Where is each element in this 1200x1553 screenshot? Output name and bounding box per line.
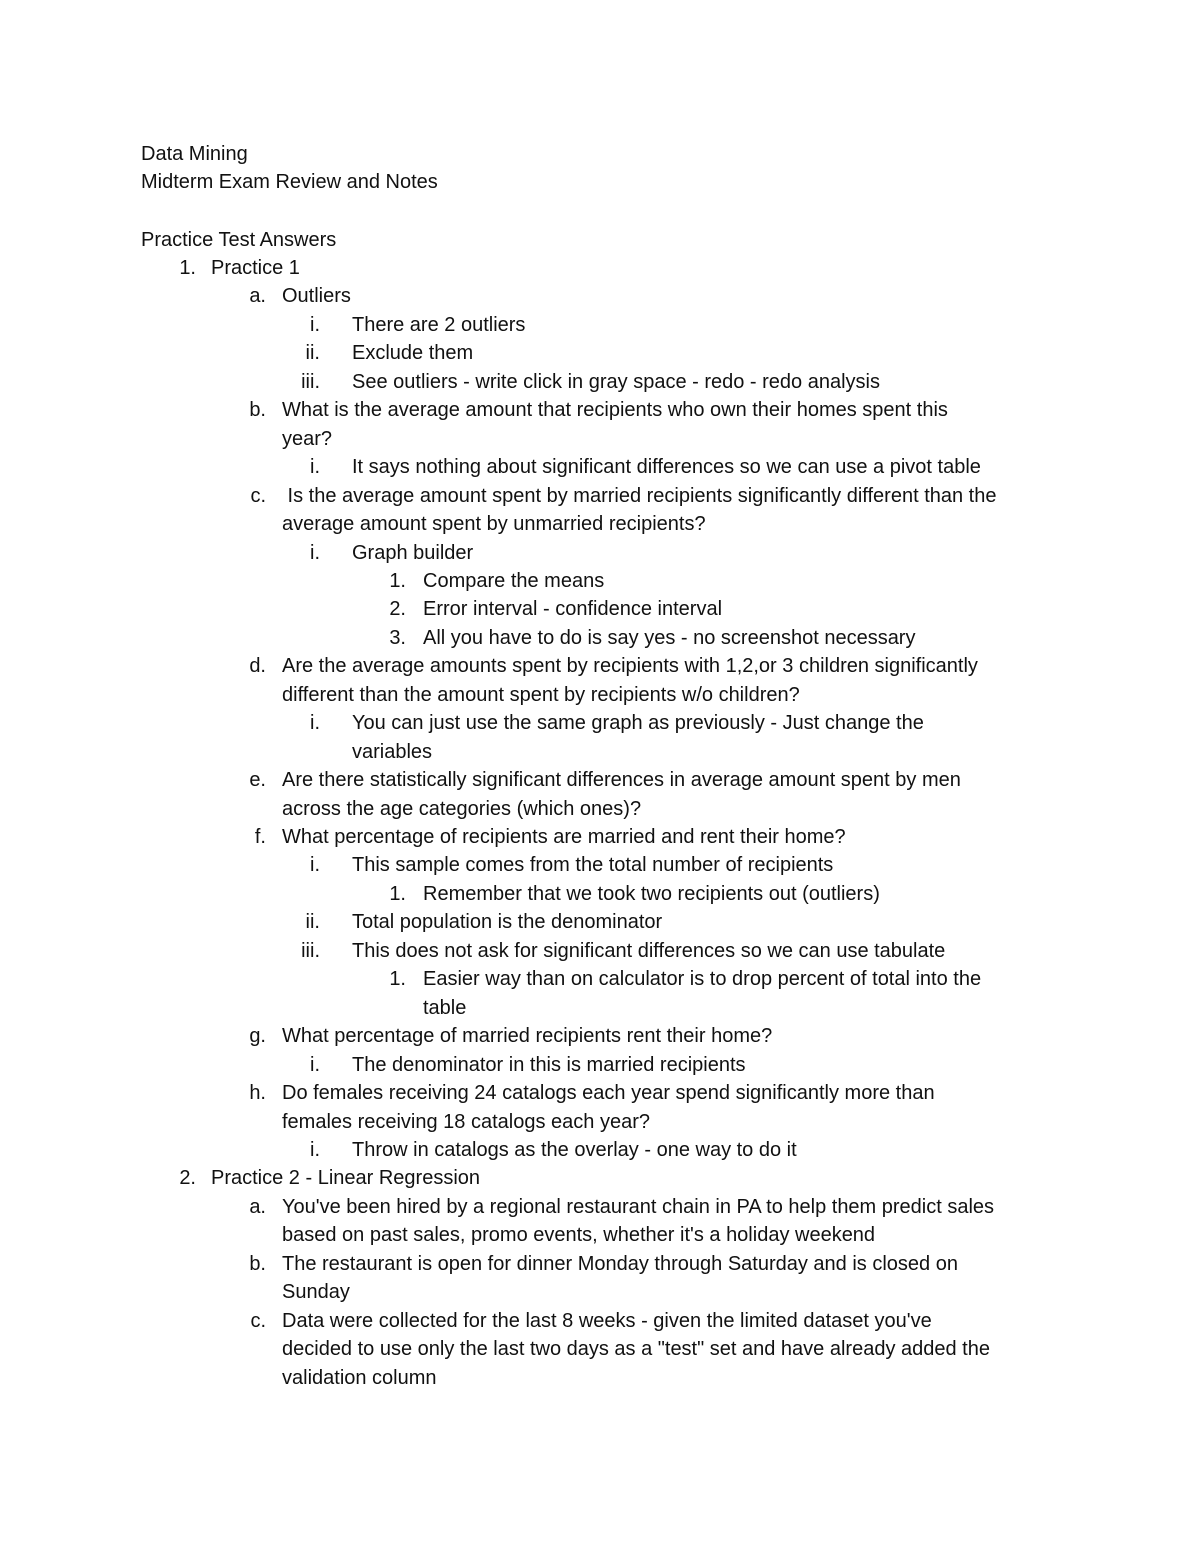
list-item-text: There are 2 outliers [352,313,526,336]
list-item [0,795,1200,823]
list-item [0,908,1200,936]
list-item-text: table [423,996,467,1019]
list-item-text: What is the average amount that recipients who own their homes spent this [282,399,948,422]
list-item [0,937,1200,965]
list-item-text: validation column [282,1366,437,1389]
list-item [0,1250,1200,1278]
list-item-text: You've been hired by a regional restaurant chain in PA to help them predict sales [282,1195,995,1218]
list-item [0,624,1200,652]
list-item [0,425,1200,453]
list-item-text: Exclude them [352,342,474,365]
list-item [0,482,1200,510]
list-marker: 3. [389,626,406,649]
list-marker: iii. [301,370,320,393]
list-item-text: Graph builder [352,541,474,564]
list-item-text: Sunday [282,1281,350,1304]
list-marker: i. [310,1138,320,1161]
list-marker: i. [310,1053,320,1076]
list-marker: i. [310,456,320,479]
list-item-text: The restaurant is open for dinner Monday through Saturday and is closed on [282,1252,958,1275]
list-item-text: average amount spent by unmarried recipients? [282,513,706,536]
list-item-text: Do females receiving 24 catalogs each year spend significantly more than [282,1082,935,1105]
list-item-text: Practice 2 - Linear Regression [211,1167,481,1190]
list-item-text: This sample comes from the total number of recipients [352,854,834,877]
list-item-text: Are there statistically significant differences in average amount spent by men [282,769,961,792]
list-marker: i. [310,712,320,735]
list-marker: 1. [389,968,406,991]
list-item [0,652,1200,680]
list-marker: i. [310,313,320,336]
list-marker: e. [249,769,266,792]
list-marker: c. [250,1309,266,1332]
list-item [0,595,1200,623]
list-marker: f. [254,826,266,848]
list-marker: b. [249,1252,266,1275]
list-item-text: The denominator in this is married recipients [352,1053,746,1076]
document-title: Data Mining [141,143,248,165]
list-item [0,1307,1200,1335]
list-item [0,368,1200,396]
list-marker: 1. [179,257,196,279]
list-item [0,1108,1200,1136]
list-marker: i. [310,854,320,877]
list-item-text: What percentage of married recipients rent their home? [282,1025,773,1048]
list-marker: c. [250,484,266,507]
list-item [0,510,1200,538]
list-item [0,1335,1200,1363]
list-item [0,994,1200,1022]
list-item-text: across the age categories (which ones)? [282,797,642,820]
list-item-text: See outliers - write click in gray space - redo - redo analysis [352,370,880,393]
list-item [0,396,1200,424]
list-item-text: based on past sales, promo events, whether it's a holiday weekend [282,1224,876,1247]
list-marker: b. [249,399,266,422]
list-item [0,1193,1200,1221]
list-item [0,1051,1200,1079]
list-item-text: Practice 1 [211,257,300,279]
list-marker: 2. [389,598,406,621]
list-item [0,1164,1200,1192]
list-marker: a. [249,285,266,308]
list-item [0,965,1200,993]
list-item-text: different than the amount spent by recipients w/o children? [282,683,800,706]
list-item-text: This does not ask for significant differences so we can use tabulate [352,939,946,962]
list-item-text: decided to use only the last two days as a "test" set and have already added the [282,1338,990,1361]
list-item-text: Remember that we took two recipients out (outliers) [423,882,880,905]
list-item [0,851,1200,879]
list-item [0,880,1200,908]
list-item [0,567,1200,595]
list-item-text: year? [282,427,333,450]
list-item-text: Compare the means [423,569,605,592]
list-item [0,453,1200,481]
list-item [0,1136,1200,1164]
list-item-text: Error interval - confidence interval [423,598,723,621]
list-item-text: Throw in catalogs as the overlay - one way to do it [352,1138,797,1161]
list-item-text: Are the average amounts spent by recipients with 1,2,or 3 children significantly [282,655,978,678]
list-marker: d. [249,655,266,678]
list-marker: a. [249,1195,266,1218]
list-marker: iii. [301,939,320,962]
list-item [0,254,1200,282]
list-item [0,1278,1200,1306]
list-item [0,681,1200,709]
list-marker: ii. [305,911,320,934]
list-marker: h. [249,1082,266,1105]
list-item-text: Outliers [282,285,351,308]
list-item-text: variables [352,740,433,763]
list-item-text: It says nothing about significant differences so we can use a pivot table [352,456,981,479]
list-item [0,766,1200,794]
list-marker: 1. [389,569,406,592]
section-heading: Practice Test Answers [141,229,337,251]
list-item [0,1221,1200,1249]
list-item [0,1364,1200,1392]
list-item [0,823,1200,851]
list-item [0,539,1200,567]
list-item [0,339,1200,367]
list-item-text: Is the average amount spent by married recipients significantly different than the [282,484,997,507]
list-item [0,738,1200,766]
list-item [0,1022,1200,1050]
list-item-text: Easier way than on calculator is to drop percent of total into the [423,968,982,991]
list-marker: g. [249,1025,266,1048]
list-item [0,282,1200,310]
list-item-text: Total population is the denominator [352,911,663,934]
list-item [0,311,1200,339]
list-marker: ii. [305,342,320,365]
list-item [0,709,1200,737]
list-item-text: What percentage of recipients are married and rent their home? [282,826,846,848]
list-item-text: You can just use the same graph as previously - Just change the [352,712,924,735]
list-marker: i. [310,541,320,564]
list-item-text: females receiving 18 catalogs each year? [282,1110,650,1133]
document-subtitle: Midterm Exam Review and Notes [141,171,438,193]
list-item [0,1079,1200,1107]
list-item-text: All you have to do is say yes - no screenshot necessary [423,626,916,649]
list-marker: 2. [179,1167,196,1190]
list-marker: 1. [389,882,406,905]
list-item-text: Data were collected for the last 8 weeks - given the limited dataset you've [282,1309,932,1332]
